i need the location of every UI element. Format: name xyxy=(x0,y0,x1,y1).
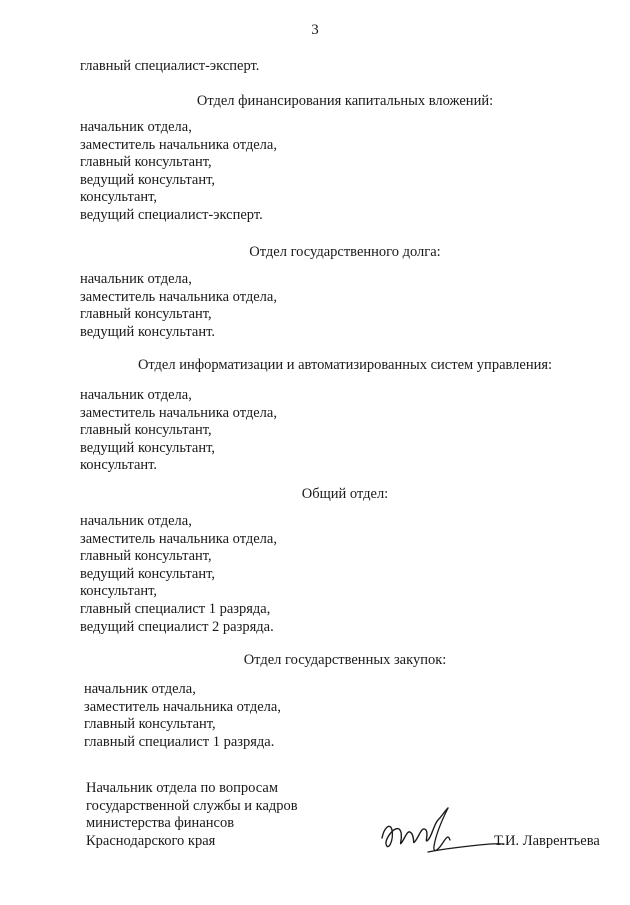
list-item: заместитель начальника отдела, xyxy=(80,404,277,421)
signer-position-line: министерства финансов xyxy=(86,815,235,832)
list-item: ведущий консультант, xyxy=(80,439,215,456)
list-item: главный консультант, xyxy=(84,716,216,733)
list-item: ведущий консультант. xyxy=(80,323,215,340)
page-number: 3 xyxy=(311,22,319,38)
section-list-informatization xyxy=(80,387,277,475)
list-item: начальник отдела, xyxy=(80,271,192,287)
intro-line: главный специалист-эксперт. xyxy=(80,58,260,74)
list-item: главный консультант, xyxy=(80,422,212,439)
list-item: главный консультант, xyxy=(80,548,212,565)
list-item: консультант, xyxy=(80,189,158,206)
list-item: главный консультант, xyxy=(80,154,212,171)
list-item: начальник отдела, xyxy=(80,119,192,135)
section-heading-state-debt: Отдел государственного долга: xyxy=(249,244,441,260)
signer-name: Т.И. Лаврентьева xyxy=(494,833,600,849)
signer-position-line: Краснодарского края xyxy=(86,832,216,849)
list-item: ведущий специалист-эксперт. xyxy=(80,206,263,223)
list-item: начальник отдела, xyxy=(84,681,196,697)
section-list-general xyxy=(80,513,277,636)
list-item: начальник отдела, xyxy=(80,513,192,529)
list-item: главный консультант, xyxy=(80,306,212,323)
section-heading-informatization: Отдел информатизации и автоматизированных систем управления: xyxy=(137,357,553,373)
section-list-capital-investments xyxy=(80,119,277,225)
signer-position-line: Начальник отдела по вопросам xyxy=(86,780,279,796)
list-item: ведущий специалист 2 разряда. xyxy=(80,618,274,635)
handwritten-signature xyxy=(378,800,508,870)
section-list-state-debt xyxy=(80,271,277,341)
list-item: заместитель начальника отдела, xyxy=(84,698,281,715)
section-heading-capital-investments: Отдел финансирования капитальных вложений: xyxy=(196,93,494,109)
list-item: главный специалист 1 разряда. xyxy=(84,733,275,750)
section-heading-procurement: Отдел государственных закупок: xyxy=(243,652,447,668)
list-item: заместитель начальника отдела, xyxy=(80,136,277,153)
list-item: главный специалист 1 разряда, xyxy=(80,600,271,617)
list-item: консультант. xyxy=(80,457,158,474)
signer-position-line: государственной службы и кадров xyxy=(86,797,298,814)
section-heading-general: Общий отдел: xyxy=(301,486,389,502)
list-item: ведущий консультант, xyxy=(80,565,215,582)
list-item: начальник отдела, xyxy=(80,387,192,403)
list-item: ведущий консультант, xyxy=(80,171,215,188)
section-list-procurement xyxy=(84,681,281,751)
signer-position xyxy=(86,780,298,850)
list-item: заместитель начальника отдела, xyxy=(80,288,277,305)
list-item: заместитель начальника отдела, xyxy=(80,530,277,547)
list-item: консультант, xyxy=(80,583,158,600)
